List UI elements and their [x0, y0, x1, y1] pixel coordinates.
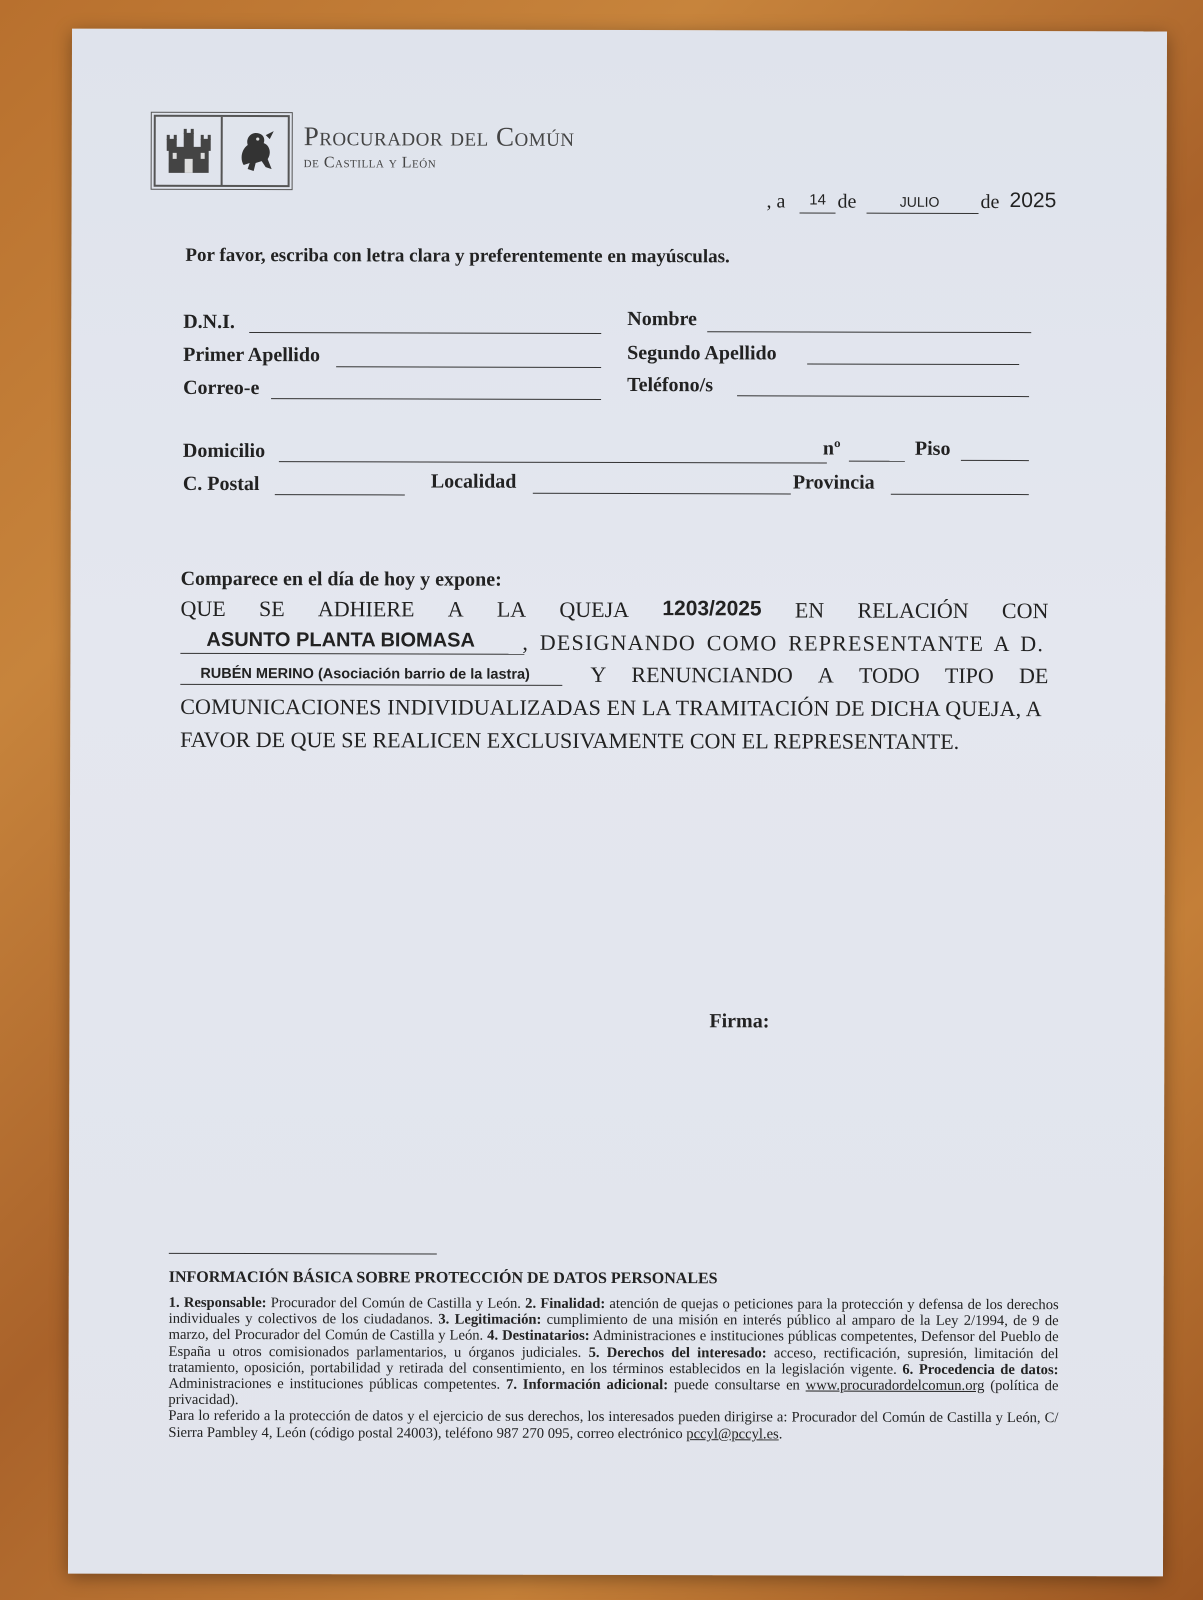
dni-label: D.N.I. [183, 310, 235, 333]
word: LA [496, 596, 527, 622]
email-link[interactable]: pccyl@pccyl.es [686, 1425, 779, 1443]
provincia-label: Provincia [792, 471, 875, 494]
word: EN [794, 597, 825, 623]
telefono-field[interactable] [737, 395, 1029, 397]
expone-heading: Comparece en el día de hoy y expone: [180, 567, 502, 591]
word: A [817, 662, 834, 688]
localidad-label: Localidad [430, 470, 517, 493]
nombre-label: Nombre [627, 308, 697, 331]
rgpd-title: INFORMACIÓN BÁSICA SOBRE PROTECCIÓN DE DATOS PERSONALES [168, 1268, 718, 1288]
website-link[interactable]: www.procuradordelcomun.org [805, 1377, 985, 1394]
rgpd-segment: Procurador del Común de Castilla y León. [266, 1295, 526, 1312]
org-name: Procurador del Común [303, 121, 575, 152]
lion-icon [223, 117, 288, 185]
word: SE [258, 596, 285, 622]
institution-logo [154, 115, 290, 187]
word: QUEJA [559, 596, 630, 623]
nombre-field[interactable] [707, 331, 1031, 333]
cpostal-label: C. Postal [182, 472, 260, 496]
date-month: JULIO [899, 193, 940, 210]
dni-field[interactable] [249, 332, 601, 334]
rgpd-segment: puede consultarse en [668, 1377, 806, 1394]
asunto-value: ASUNTO PLANTA BIOMASA [206, 628, 475, 652]
date-de-1: de [837, 190, 857, 213]
rgpd-segment: cumplimiento de una misión en interés público al amparo de la Ley 2/1994, de 9 de marzo, del Procurador del Común de Castilla y León. [168, 1312, 1059, 1345]
rgpd-label: 5. Derechos del interesado: [588, 1344, 767, 1362]
word: TIPO [944, 662, 994, 688]
telefono-label: Teléfono/s [627, 374, 714, 397]
segundo-apellido-field[interactable] [807, 363, 1019, 365]
firma-label: Firma: [709, 1010, 770, 1033]
expone-line-4: COMUNICACIONES INDIVIDUALIZADAS EN LA TRAMITACIÓN DE DICHA QUEJA, A [180, 693, 1042, 722]
rgpd-segment: Administraciones e instituciones públicas competentes, Defensor del Pueblo de España u otros comisionados parlamentarios, u órganos judiciales. [168, 1328, 1059, 1361]
word: A [447, 596, 464, 622]
rgpd-segment: acceso, rectificación, supresión, limitación del tratamiento, oposición, portabilidad y retirada del consentimiento, en los términos establecidos en la legislación vigente. [168, 1345, 1059, 1378]
primer-apellido-field[interactable] [336, 366, 601, 368]
rgpd-label: 2. Finalidad: [525, 1295, 606, 1312]
org-subtitle: de Castilla y León [303, 154, 437, 172]
word: RENUNCIANDO [631, 662, 793, 688]
instruction-text: Por favor, escriba con letra clara y preferentemente en mayúsculas. [185, 244, 730, 268]
rgpd-label: 3. Legitimación: [438, 1311, 542, 1329]
representante-value: RUBÉN MERINO (Asociación barrio de la lastra) [200, 665, 530, 683]
document-page [68, 29, 1167, 1577]
word: QUE [180, 595, 226, 621]
word: CON [1001, 598, 1049, 624]
rgpd-segment: . [778, 1426, 783, 1443]
word: DE [1018, 663, 1049, 689]
word: Y [590, 661, 607, 687]
expone-line-3 [590, 662, 1048, 689]
date-day: 14 [809, 191, 826, 209]
rgpd-label: 7. Información adicional: [506, 1376, 669, 1394]
complaint-number: 1203/2025 [662, 597, 762, 621]
piso-label: Piso [914, 437, 951, 460]
numero-field[interactable] [849, 461, 905, 462]
segundo-apellido-label: Segundo Apellido [627, 342, 777, 365]
rgpd-label: 4. Destinatarios: [487, 1328, 590, 1345]
rgpd-segment: (política de privacidad). [168, 1377, 1059, 1409]
cpostal-field[interactable] [275, 494, 405, 495]
correo-label: Correo-e [183, 376, 260, 400]
word: ADHIERE [317, 596, 415, 622]
date-year: 2025 [1009, 189, 1057, 213]
date-prefix: , a [766, 190, 786, 213]
expone-line-5: FAVOR DE QUE SE REALICEN EXCLUSIVAMENTE CON EL REPRESENTANTE. [180, 726, 960, 754]
rgpd-label: 6. Procedencia de datos: [902, 1361, 1059, 1378]
word: RELACIÓN [857, 597, 969, 623]
date-de-2: de [980, 190, 1000, 213]
numero-label: nº [822, 437, 841, 460]
domicilio-label: Domicilio [182, 439, 266, 463]
castle-icon [156, 117, 223, 185]
word: TODO [858, 662, 920, 688]
correo-field[interactable] [271, 398, 601, 400]
rgpd-label: 1. Responsable: [168, 1294, 267, 1312]
signature-area[interactable] [669, 1040, 969, 1161]
expone-line-1 [180, 596, 1048, 624]
rgpd-segment: atención de quejas o peticiones para la protección y defensa de los derechos individuales y colectivos de los ciudadanos. [168, 1295, 1059, 1328]
rgpd-segment: Para lo referido a la protección de datos y el ejercicio de sus derechos, los interesados pueden dirigirse a: Procurador del Común de Castilla y León, C/ Sierra Pambley 4, León (código postal 24003), teléfono 987 270 095, correo electrónico [168, 1408, 1059, 1442]
rgpd-segment: Administraciones e instituciones públicas competentes. [168, 1375, 507, 1393]
localidad-field[interactable] [533, 493, 791, 495]
provincia-field[interactable] [891, 494, 1029, 495]
expone-line-2: , DESIGNANDO COMO REPRESENTANTE A D. [522, 629, 1045, 657]
domicilio-field[interactable] [279, 461, 827, 463]
piso-field[interactable] [961, 460, 1029, 461]
footnote-separator [169, 1253, 437, 1255]
rgpd-text [168, 1295, 1058, 1443]
primer-apellido-label: Primer Apellido [183, 343, 321, 367]
